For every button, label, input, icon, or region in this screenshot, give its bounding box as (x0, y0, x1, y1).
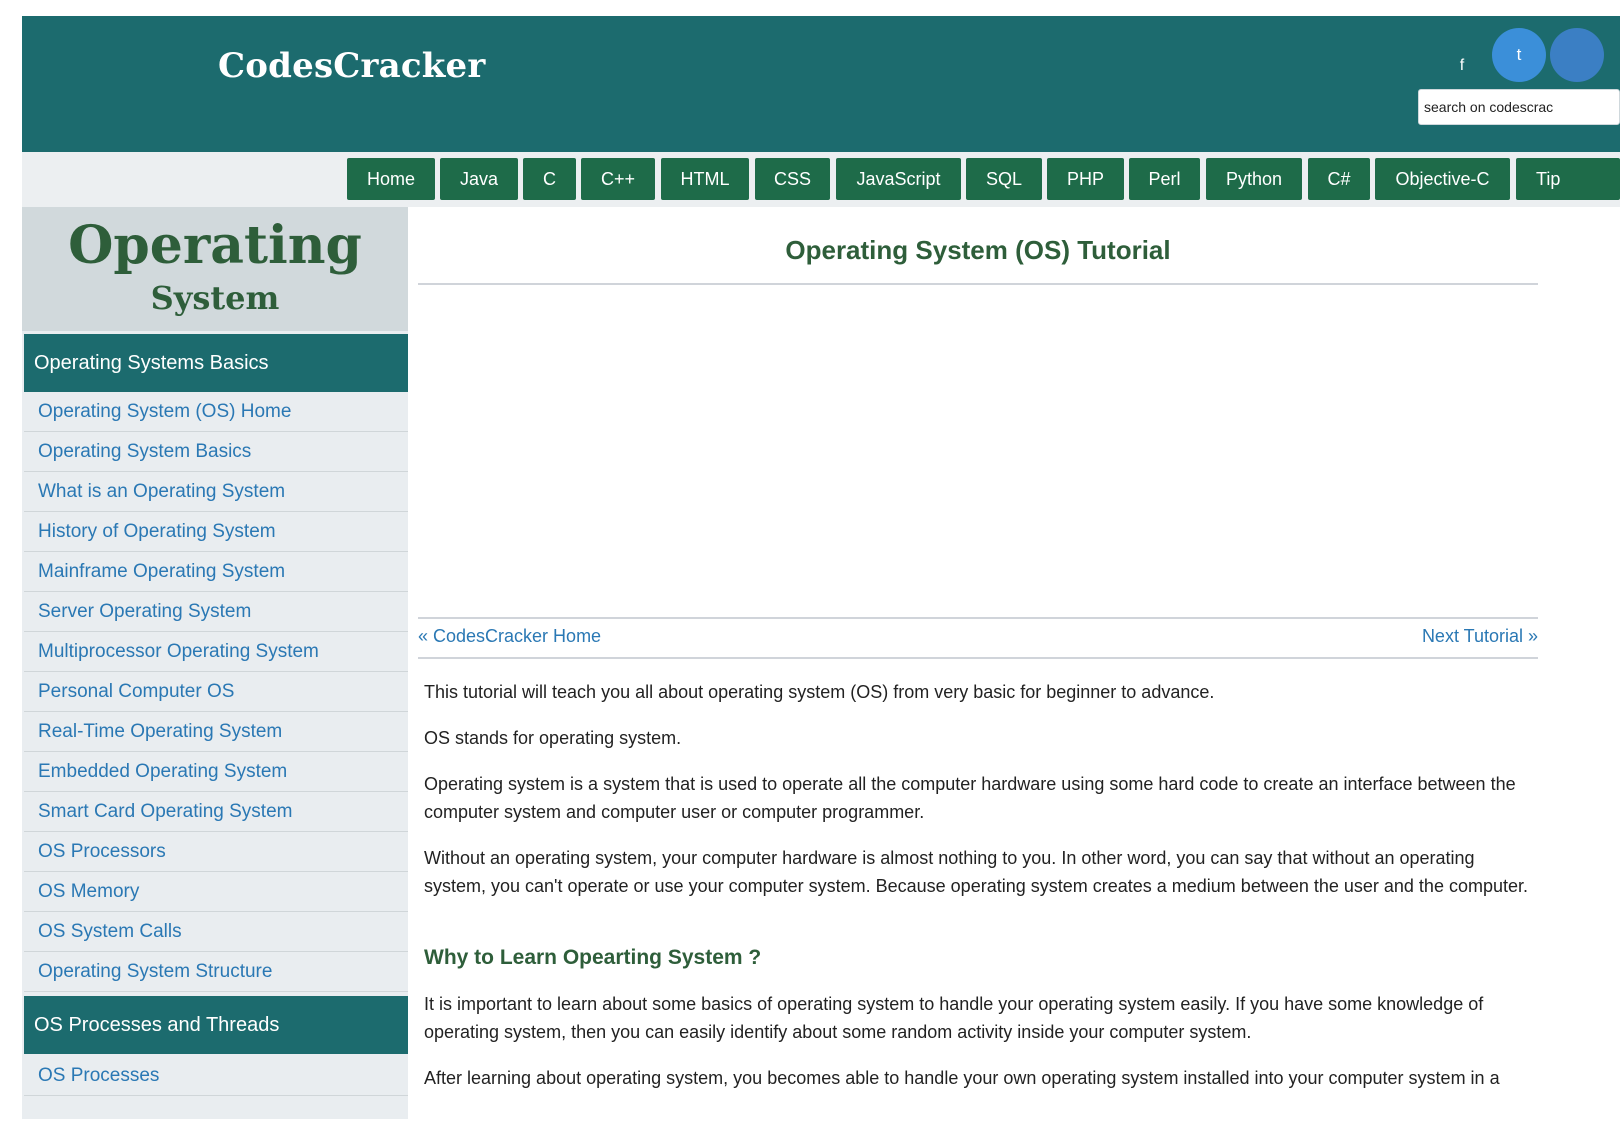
paragraph: Without an operating system, your computer hardware is almost nothing to you. In other word, you can say that without an operating system, you can't operate or use your computer system. Because operating system creates a medium between the user and the computer. (424, 848, 1528, 896)
sidebar-section-title: Operating Systems Basics (24, 334, 408, 392)
paragraph: OS stands for operating system. (424, 728, 682, 748)
paragraph: It is important to learn about some basics of operating system to handle your operating system easily. If you have some knowledge of operating system, then you can easily identify about some random activity inside your computer system. (424, 994, 1484, 1042)
sidebar-link[interactable]: Operating System Structure (24, 952, 408, 992)
sidebar-link[interactable]: OS Processes (24, 1056, 408, 1096)
right-gutter (1538, 207, 1620, 1119)
nav-php[interactable]: PHP (1047, 158, 1124, 200)
nav-tips[interactable]: Tip (1516, 158, 1620, 200)
logo-line2: System (150, 279, 280, 317)
facebook-icon[interactable]: f (1459, 57, 1465, 74)
nav-objective-c[interactable]: Objective-C (1375, 158, 1510, 200)
pager-top-divider (418, 617, 1538, 619)
next-link[interactable]: Next Tutorial » (1421, 626, 1538, 646)
sidebar-link[interactable]: OS Memory (24, 872, 408, 912)
nav-javascript[interactable]: JavaScript (836, 158, 961, 200)
search-input[interactable]: search on codescrac (1418, 89, 1620, 125)
sidebar-link[interactable]: Personal Computer OS (24, 672, 408, 712)
social-icon-partial[interactable] (1550, 28, 1604, 82)
sidebar-section-title-2: OS Processes and Threads (24, 996, 408, 1054)
nav-perl[interactable]: Perl (1129, 158, 1200, 200)
paragraph: Operating system is a system that is used to operate all the computer hardware using some hard code to create an interface between the computer system and computer user or computer programmer. (424, 774, 1516, 822)
sidebar-link[interactable]: What is an Operating System (24, 472, 408, 512)
paragraph: After learning about operating system, you becomes able to handle your own operating system installed into your computer system in a (424, 1068, 1500, 1088)
nav-python[interactable]: Python (1206, 158, 1302, 200)
nav-home[interactable]: Home (347, 158, 435, 200)
page-title: Operating System (OS) Tutorial (785, 235, 1171, 265)
sidebar-link[interactable]: Multiprocessor Operating System (24, 632, 408, 672)
sidebar-link[interactable]: Real-Time Operating System (24, 712, 408, 752)
title-divider (418, 283, 1538, 285)
sidebar-link[interactable]: Embedded Operating System (24, 752, 408, 792)
site-logo[interactable]: CodesCracker (218, 46, 486, 86)
sidebar-link[interactable]: Operating System (OS) Home (24, 392, 408, 432)
nav-css[interactable]: CSS (755, 158, 830, 200)
sidebar-link[interactable]: OS System Calls (24, 912, 408, 952)
sidebar (22, 207, 408, 1119)
logo-line1: Operating (68, 215, 362, 276)
prev-link[interactable]: « CodesCracker Home (418, 626, 602, 646)
sidebar-link[interactable]: Mainframe Operating System (24, 552, 408, 592)
sidebar-link[interactable]: OS Processors (24, 832, 408, 872)
site-header (22, 16, 1620, 152)
nav-csharp[interactable]: C# (1308, 158, 1370, 200)
main-content (418, 207, 1538, 1119)
nav-html[interactable]: HTML (661, 158, 749, 200)
page-frame (22, 16, 1620, 1119)
nav-sql[interactable]: SQL (966, 158, 1042, 200)
sidebar-link[interactable]: Smart Card Operating System (24, 792, 408, 832)
nav-cpp[interactable]: C++ (581, 158, 655, 200)
pager-bottom-divider (418, 657, 1538, 659)
section-heading: Why to Learn Opearting System ? (424, 946, 762, 969)
sidebar-logo (22, 207, 408, 331)
nav-java[interactable]: Java (440, 158, 518, 200)
paragraph: This tutorial will teach you all about operating system (OS) from very basic for beginner to advance. (424, 682, 1215, 702)
sidebar-link[interactable]: History of Operating System (24, 512, 408, 552)
top-nav (22, 152, 1620, 207)
nav-c[interactable]: C (523, 158, 576, 200)
sidebar-link[interactable]: Server Operating System (24, 592, 408, 632)
sidebar-link[interactable]: Operating System Basics (24, 432, 408, 472)
twitter-icon[interactable]: t (1492, 28, 1546, 82)
